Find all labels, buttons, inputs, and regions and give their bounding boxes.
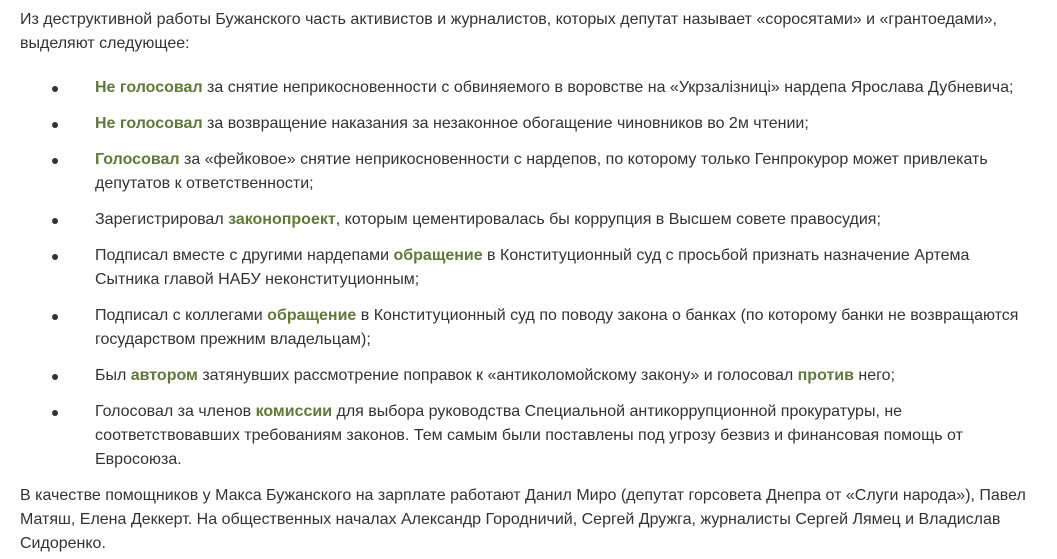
list-item — [20, 112, 1020, 136]
item-pre-text: Был — [95, 367, 131, 384]
item-link[interactable]: законопроект — [228, 211, 336, 228]
item-text: затянувших рассмотрение поправок к «антиколомойскому закону» и голосовал — [197, 367, 798, 384]
item-text: , которым цементировалась бы коррупция в Высшем совете правосудия; — [335, 211, 881, 228]
item-link[interactable]: Не голосовал — [95, 115, 203, 132]
item-post-text: него; — [853, 367, 895, 384]
item-pre-text: Голосовал за членов — [95, 403, 256, 420]
bullet-icon — [52, 158, 58, 164]
item-link[interactable]: Не голосовал — [95, 79, 203, 96]
intro-paragraph: Из деструктивной работы Бужанского часть активистов и журналистов, которых депутат называет «соросятами» и «грантоедами», выделяют следующее: — [20, 11, 997, 52]
item-link[interactable]: комиссии — [255, 403, 333, 420]
item-pre-text: Подписал вместе с другими нардепами — [95, 247, 394, 264]
bullet-icon — [52, 122, 58, 128]
bullet-icon — [52, 218, 58, 224]
list-item — [20, 400, 1020, 472]
list-item — [20, 208, 1020, 232]
item-link[interactable]: обращение — [393, 247, 483, 264]
list-item — [20, 304, 1020, 352]
item-text: в Конституционный суд по поводу закона о банках (по которому банки не возвращаются государством прежним владельцам); — [95, 307, 1019, 348]
item-text: за возвращение наказания за незаконное обогащение чиновников во 2м чтении; — [202, 115, 809, 132]
bullet-icon — [52, 254, 58, 260]
bullet-icon — [52, 86, 58, 92]
list-item — [20, 364, 1020, 388]
list-item — [20, 244, 1020, 292]
item-text: за снятие неприкосновенности с обвиняемого в воровстве на «Укрзалізниці» нардепа Ярослава Дубневича; — [202, 79, 1014, 96]
bullet-list — [20, 76, 1040, 472]
item-link[interactable]: автором — [130, 367, 198, 384]
list-item — [20, 148, 1020, 196]
item-link[interactable]: Голосовал — [95, 151, 180, 168]
outro-paragraph: В качестве помощников у Макса Бужанского на зарплате работают Данил Миро (депутат горсовета Днепра от «Слуги народа»), Павел Матяш, Елена Деккерт. На общественных началах Александр Городничий, Сергей Дружга, журналисты Сергей Лямец и Владислав Сидоренко. — [20, 487, 1026, 552]
bullet-icon — [52, 314, 58, 320]
item-pre-text: Подписал с коллегами — [95, 307, 268, 324]
item-link[interactable]: обращение — [267, 307, 357, 324]
item-pre-text: Зарегистрировал — [95, 211, 229, 228]
bullet-icon — [52, 374, 58, 380]
item-text: в Конституционный суд с просьбой признать назначение Артема Сытника главой НАБУ неконституционным; — [95, 247, 970, 288]
bullet-icon — [52, 410, 58, 416]
item-text: для выбора руководства Специальной антикоррупционной прокуратуры, не соответствовавших требованиям законов. Тем самым были поставлены под угрозу безвиз и финансовая помощь от Евросоюза. — [95, 403, 963, 468]
item-text: за «фейковое» снятие неприкосновенности с нардепов, по которому только Генпрокурор может привлекать депутатов к ответственности; — [95, 151, 988, 192]
list-item — [20, 76, 1020, 100]
item-link-secondary[interactable]: против — [797, 367, 854, 384]
